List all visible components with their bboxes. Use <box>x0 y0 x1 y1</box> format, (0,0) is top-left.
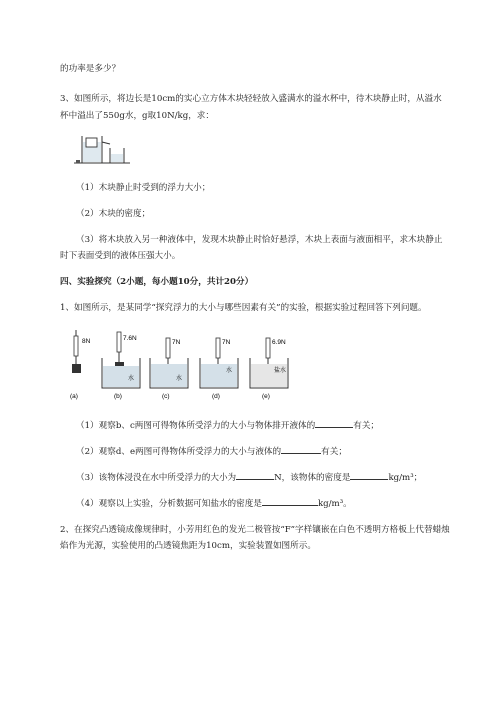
panel-label-e: (e) <box>262 393 270 400</box>
panel-c <box>150 338 188 400</box>
panel-d <box>200 338 238 400</box>
part2-text: （2）观察d、e两图可得物体所受浮力的大小与液体的 <box>76 447 282 457</box>
answer-blank[interactable] <box>281 444 321 454</box>
question-1-part4 <box>76 496 352 510</box>
text-line: 的功率是多少？ <box>60 64 121 74</box>
part4-unit: kg/m³。 <box>317 499 352 509</box>
question-3-line2: 杯中溢出了550g水，g取10N/kg，求： <box>60 111 214 121</box>
overflow-cup-figure <box>74 130 130 166</box>
question-1-part1 <box>76 418 379 432</box>
reading-e: 6.9N <box>272 339 286 346</box>
panel-a <box>70 330 91 400</box>
question-3-part1: （1）木块静止时受到的浮力大小； <box>76 183 211 193</box>
panel-e <box>250 338 288 400</box>
part4-text: （4）观察以上实验，分析数据可知盐水的密度是 <box>76 499 262 509</box>
part3-text: （3）该物体浸没在水中所受浮力的大小为 <box>76 473 237 483</box>
panel-label-a: (a) <box>70 393 78 400</box>
question-2-line1: 2、在探究凸透镜成像规律时，小芳用红色的发光二极管按“F”字样镶嵌在白色不透明方格板上代替蜡烛 <box>60 525 450 535</box>
question-3-line1: 3、如图所示，将边长是10cm的实心立方体木块轻轻放入盛满水的溢水杯中，待木块静止时，从溢水 <box>60 94 442 104</box>
answer-blank[interactable] <box>262 496 318 506</box>
liquid-label-d: 水 <box>226 367 233 374</box>
question-3-part3-line2: 时下表面受到的液体压强大小。 <box>60 251 181 261</box>
reading-a: 8N <box>82 338 91 345</box>
answer-blank[interactable] <box>350 470 388 480</box>
question-3-part3-line1: （3）将木块放入另一种液体中，发现木块静止时恰好悬浮，木块上表面与液面相平，求木块静止 <box>76 235 443 245</box>
part1-text: （1）观察b、c两图可得物体所受浮力的大小与物体排开液体的 <box>76 421 316 431</box>
panel-label-b: (b) <box>114 393 122 400</box>
question-2-line2: 焰作为光源，实验使用的凸透镜焦距为10cm，实验装置如图所示。 <box>60 541 316 551</box>
reading-b: 7.6N <box>123 335 137 342</box>
panel-label-c: (c) <box>162 393 170 400</box>
section-heading: 四、实验探究（2小题，每小题10分，共计20分） <box>60 277 254 287</box>
part2-suffix: 有关； <box>321 447 347 457</box>
liquid-label-e: 盐水 <box>274 367 287 374</box>
question-3-part2: （2）木块的密度； <box>76 209 151 219</box>
panel-label-d: (d) <box>212 393 220 400</box>
reading-c: 7N <box>172 339 181 346</box>
reading-d: 7N <box>222 339 231 346</box>
answer-blank[interactable] <box>236 470 274 480</box>
buoyancy-experiment-figure <box>62 330 337 402</box>
panel-b <box>102 332 140 400</box>
question-1-part2 <box>76 444 347 458</box>
answer-blank[interactable] <box>315 418 353 428</box>
question-1-stem: 1、如图所示，是某同学“探究浮力的大小与哪些因素有关”的实验，根据实验过程回答下列问题。 <box>60 303 427 313</box>
question-1-part3 <box>76 470 422 484</box>
part3-middle: N，该物体的密度是 <box>274 473 351 483</box>
part1-suffix: 有关； <box>353 421 380 431</box>
liquid-label-c: 水 <box>176 375 183 382</box>
liquid-label-b: 水 <box>128 375 135 382</box>
part3-unit: kg/m³； <box>388 473 423 483</box>
